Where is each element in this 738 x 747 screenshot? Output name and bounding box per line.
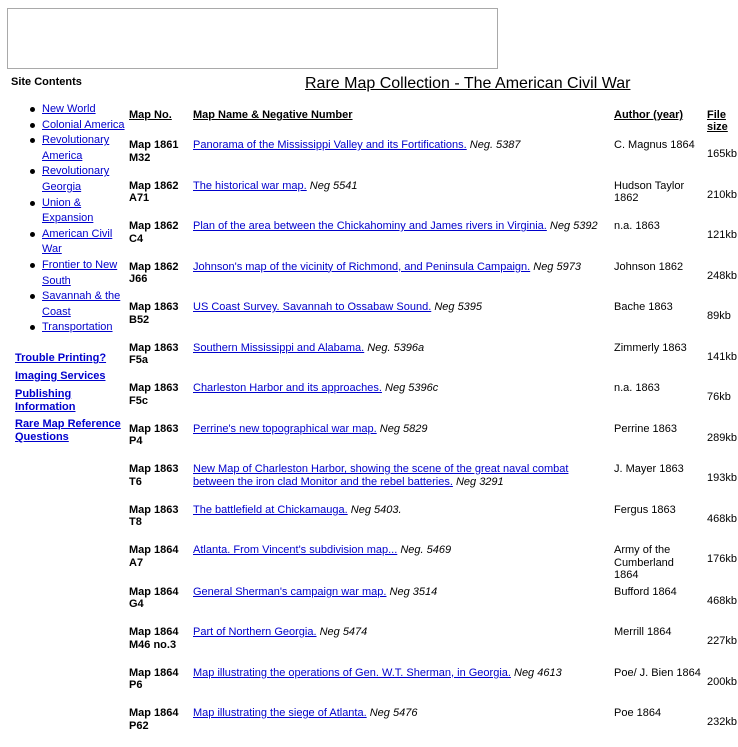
map-name-cell: [191, 503, 610, 542]
sidebar-link[interactable]: Colonial America: [42, 118, 125, 131]
table-header-row: [127, 108, 738, 136]
map-name-link[interactable]: Part of Northern Georgia.: [193, 626, 317, 638]
table-row: [127, 706, 738, 745]
imaging-services-link[interactable]: Imaging Services: [15, 370, 106, 382]
trouble-printing-link[interactable]: Trouble Printing?: [15, 352, 107, 364]
file-size: 165kb: [707, 148, 737, 160]
sidebar-item-union-expansion: [42, 196, 126, 227]
table-row: [127, 462, 738, 501]
author-year: Poe/ J. Bien 1864: [614, 666, 701, 679]
sidebar-item-transportation: [42, 320, 126, 336]
author-year: Fergus 1863: [614, 503, 676, 516]
sidebar-item-colonial-america: [42, 118, 126, 134]
map-name-link[interactable]: Atlanta. From Vincent's subdivision map...: [193, 544, 398, 556]
map-name-link[interactable]: US Coast Survey. Savannah to Ossabaw Sound.: [193, 301, 432, 313]
map-name-link[interactable]: Southern Mississippi and Alabama.: [193, 341, 365, 354]
map-name-cell: [191, 422, 610, 461]
negative-number: Neg 5396c: [385, 382, 439, 394]
page-title: Rare Map Collection - The American Civil War: [305, 75, 631, 92]
map-number: Map 1862 J66: [129, 260, 179, 285]
table-row: [127, 543, 738, 583]
map-number: Map 1864 A7: [129, 544, 179, 569]
map-number: Map 1863 B52: [129, 301, 179, 326]
map-number: Map 1862 A71: [129, 179, 179, 204]
negative-number: Neg 5395: [434, 301, 483, 313]
author-year: Bufford 1864: [614, 585, 677, 598]
file-size: 121kb: [707, 229, 737, 241]
table-row: [127, 625, 738, 664]
map-name-link[interactable]: The historical war map.: [193, 179, 307, 192]
table-row: [127, 381, 738, 420]
map-name-link[interactable]: The battlefield at Chickamauga.: [193, 503, 348, 516]
negative-number: Neg 5829: [379, 422, 428, 435]
negative-number: Neg 5541: [309, 179, 358, 192]
sidebar-link[interactable]: Frontier to New South: [42, 258, 118, 287]
table-row: [127, 422, 738, 461]
publishing-information-item: [15, 388, 125, 414]
file-size: 210kb: [707, 188, 737, 201]
map-name-cell: [191, 179, 610, 218]
table-row: [127, 179, 738, 218]
table-row: [127, 585, 738, 624]
map-name-cell: [191, 138, 610, 177]
file-size: 227kb: [707, 635, 737, 647]
author-year: n.a. 1863: [614, 382, 660, 394]
publishing-information-link[interactable]: Publishing Information: [15, 388, 76, 413]
table-row: [127, 503, 738, 542]
column-header-map-name: Map Name & Negative Number: [193, 109, 353, 121]
author-year: Poe 1864: [614, 707, 662, 719]
author-year: Johnson 1862: [614, 260, 684, 273]
map-number: Map 1863 F5a: [129, 341, 179, 366]
sidebar-link[interactable]: Union & Expansion: [42, 196, 94, 225]
file-size: 289kb: [707, 431, 737, 444]
negative-number: Neg 5392: [549, 220, 598, 232]
sidebar-item-revolutionary-georgia: [42, 164, 126, 195]
author-year: n.a. 1863: [614, 220, 660, 232]
negative-number: Neg. 5387: [469, 139, 521, 151]
author-year: Zimmerly 1863: [614, 341, 687, 354]
map-name-link[interactable]: Johnson's map of the vicinity of Richmond, and Peninsula Campaign.: [193, 260, 531, 273]
map-name-link[interactable]: Plan of the area between the Chickahominy and James rivers in Virginia.: [193, 220, 547, 232]
sidebar-link[interactable]: Transportation: [42, 321, 113, 334]
column-header-map-no: Map No.: [129, 109, 172, 121]
table-row: [127, 300, 738, 339]
table-row: [127, 260, 738, 299]
map-name-link[interactable]: Perrine's new topographical war map.: [193, 422, 377, 435]
author-year: J. Mayer 1863: [614, 463, 684, 475]
author-year: Hudson Taylor 1862: [614, 179, 685, 204]
map-name-link[interactable]: New Map of Charleston Harbor, showing the scene of the great naval combat between the iron clad Monitor and the rebel batteries.: [193, 463, 569, 488]
file-size: 76kb: [707, 391, 731, 403]
map-number: Map 1863 T6: [129, 463, 179, 488]
map-name-cell: [191, 706, 610, 745]
sidebar-item-frontier-new-south: [42, 258, 126, 289]
sidebar-item-revolutionary-america: [42, 133, 126, 164]
sidebar-link[interactable]: American Civil War: [42, 227, 113, 256]
author-year: Merrill 1864: [614, 626, 672, 638]
negative-number: Neg 4613: [514, 666, 562, 679]
map-name-link[interactable]: Charleston Harbor and its approaches.: [193, 382, 382, 394]
map-number: Map 1864 M46 no.3: [129, 626, 179, 651]
map-number: Map 1861 M32: [129, 139, 179, 164]
negative-number: Neg 5476: [369, 707, 418, 719]
map-number: Map 1864 G4: [129, 585, 179, 610]
site-contents-heading: Site Contents: [11, 76, 82, 88]
sidebar-nav: [0, 102, 126, 336]
table-row: [127, 666, 738, 705]
negative-number: Neg 3514: [389, 585, 438, 598]
author-year: Army of the Cumberland 1864: [614, 544, 674, 581]
sidebar-link[interactable]: Revolutionary Georgia: [42, 165, 110, 193]
map-number: Map 1862 C4: [129, 220, 179, 245]
file-size: 468kb: [707, 594, 737, 607]
map-name-link[interactable]: Panorama of the Mississippi Valley and its Fortifications.: [193, 139, 467, 151]
map-number: Map 1863 T8: [129, 503, 179, 528]
sidebar-link[interactable]: Savannah & the Coast: [42, 290, 121, 318]
map-number: Map 1863 P4: [129, 422, 179, 447]
map-name-cell: [191, 341, 610, 380]
reference-questions-link[interactable]: Rare Map Reference Questions: [15, 418, 121, 443]
table-row: [127, 341, 738, 380]
map-name-link[interactable]: Map illustrating the siege of Atlanta.: [193, 707, 367, 719]
author-year: Perrine 1863: [614, 422, 677, 435]
negative-number: Neg 5403.: [350, 503, 402, 516]
negative-number: Neg 3291: [455, 475, 504, 488]
map-name-cell: [191, 260, 610, 299]
file-size: 468kb: [707, 512, 737, 525]
map-name-cell: [191, 666, 610, 705]
map-name-cell: [191, 585, 610, 624]
file-size: 200kb: [707, 675, 737, 688]
negative-number: Neg 5973: [533, 260, 581, 273]
column-header-author: Author (year): [614, 109, 684, 121]
map-name-cell: [191, 625, 610, 664]
sidebar-item-american-civil-war: [42, 227, 126, 258]
imaging-services-item: [15, 370, 125, 383]
file-size: 176kb: [707, 553, 737, 565]
table-body: [127, 138, 738, 745]
sidebar-item-new-world: [42, 102, 126, 118]
map-number: Map 1864 P6: [129, 666, 179, 691]
map-number: Map 1864 P62: [129, 707, 179, 732]
negative-number: Neg 5474: [319, 626, 368, 638]
trouble-printing-item: [15, 352, 125, 365]
file-size: 248kb: [707, 269, 737, 282]
file-size: 89kb: [707, 310, 731, 322]
map-name-cell: [191, 543, 610, 583]
map-name-cell: [191, 462, 610, 501]
table-row: [127, 138, 738, 177]
map-name-cell: [191, 219, 610, 258]
map-name-link[interactable]: Map illustrating the operations of Gen. W.T. Sherman, in Georgia.: [193, 666, 511, 679]
author-year: Bache 1863: [614, 301, 673, 313]
sidebar-link[interactable]: Revolutionary America: [42, 134, 110, 162]
column-header-file-size: File size: [707, 109, 728, 133]
negative-number: Neg. 5469: [400, 544, 452, 556]
maps-table: [125, 106, 738, 747]
table-row: [127, 219, 738, 258]
map-name-link[interactable]: General Sherman's campaign war map.: [193, 585, 387, 598]
author-year: C. Magnus 1864: [614, 139, 695, 151]
file-size: 141kb: [707, 350, 737, 363]
file-size: 193kb: [707, 472, 737, 484]
map-number: Map 1863 F5c: [129, 382, 179, 407]
header-banner-image: [7, 8, 498, 69]
map-name-cell: [191, 300, 610, 339]
reference-questions-item: [15, 418, 125, 444]
sidebar-item-savannah-coast: [42, 289, 126, 320]
negative-number: Neg. 5396a: [367, 341, 425, 354]
file-size: 232kb: [707, 716, 737, 728]
map-name-cell: [191, 381, 610, 420]
sidebar-link[interactable]: New World: [42, 103, 96, 115]
